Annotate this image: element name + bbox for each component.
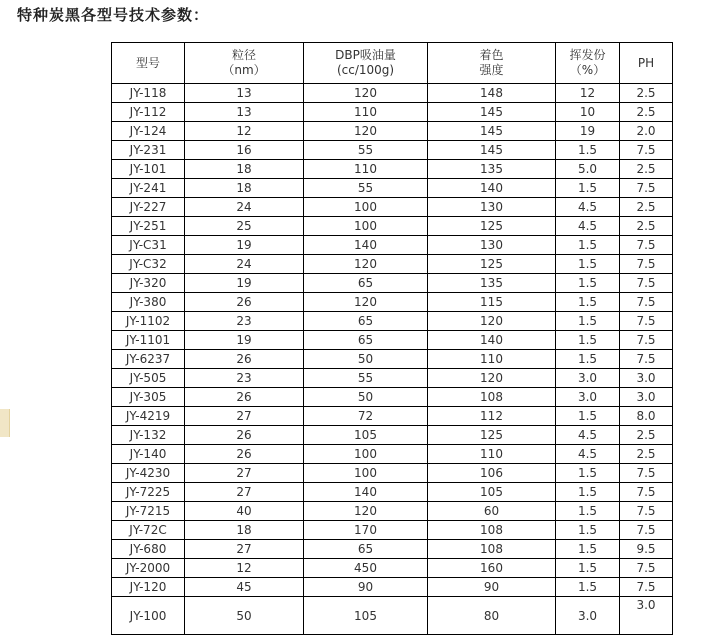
cell-model: JY-132 bbox=[112, 426, 185, 445]
cell-particle-size: 24 bbox=[185, 255, 304, 274]
cell-particle-size: 26 bbox=[185, 388, 304, 407]
table-row bbox=[112, 141, 673, 160]
cell-volatile: 1.5 bbox=[556, 274, 620, 293]
cell-tinting-strength: 145 bbox=[428, 103, 556, 122]
cell-ph: 7.5 bbox=[620, 141, 673, 160]
table-row bbox=[112, 597, 673, 635]
cell-dbp: 100 bbox=[304, 464, 428, 483]
table-row bbox=[112, 331, 673, 350]
cell-tinting-strength: 106 bbox=[428, 464, 556, 483]
cell-particle-size: 50 bbox=[185, 597, 304, 635]
cell-dbp: 65 bbox=[304, 331, 428, 350]
header-model bbox=[112, 43, 185, 84]
cell-volatile: 1.5 bbox=[556, 502, 620, 521]
cell-dbp: 105 bbox=[304, 426, 428, 445]
cell-volatile: 4.5 bbox=[556, 445, 620, 464]
header-line: 型号 bbox=[135, 55, 160, 70]
cell-model: JY-6237 bbox=[112, 350, 185, 369]
cell-ph: 3.0 bbox=[620, 388, 673, 407]
cell-tinting-strength: 80 bbox=[428, 597, 556, 635]
cell-model: JY-140 bbox=[112, 445, 185, 464]
cell-volatile: 1.5 bbox=[556, 350, 620, 369]
table-header-row bbox=[112, 43, 673, 84]
cell-particle-size: 25 bbox=[185, 217, 304, 236]
cell-particle-size: 27 bbox=[185, 483, 304, 502]
cell-dbp: 100 bbox=[304, 445, 428, 464]
cell-volatile: 19 bbox=[556, 122, 620, 141]
cell-tinting-strength: 60 bbox=[428, 502, 556, 521]
cell-tinting-strength: 125 bbox=[428, 255, 556, 274]
cell-dbp: 55 bbox=[304, 179, 428, 198]
cell-model: JY-C31 bbox=[112, 236, 185, 255]
cell-model: JY-241 bbox=[112, 179, 185, 198]
cell-model: JY-505 bbox=[112, 369, 185, 388]
table-row bbox=[112, 483, 673, 502]
cell-tinting-strength: 140 bbox=[428, 179, 556, 198]
header-line: PH bbox=[637, 55, 655, 70]
table-row bbox=[112, 445, 673, 464]
cell-dbp: 110 bbox=[304, 160, 428, 179]
cell-model: JY-380 bbox=[112, 293, 185, 312]
cell-volatile: 1.5 bbox=[556, 540, 620, 559]
cell-volatile: 3.0 bbox=[556, 597, 620, 635]
cell-ph: 7.5 bbox=[620, 179, 673, 198]
cell-model: JY-305 bbox=[112, 388, 185, 407]
cell-dbp: 100 bbox=[304, 217, 428, 236]
cell-ph: 2.5 bbox=[620, 426, 673, 445]
cell-tinting-strength: 130 bbox=[428, 236, 556, 255]
cell-model: JY-C32 bbox=[112, 255, 185, 274]
table-row bbox=[112, 369, 673, 388]
cell-model: JY-4230 bbox=[112, 464, 185, 483]
cell-dbp: 50 bbox=[304, 388, 428, 407]
cell-volatile: 1.5 bbox=[556, 293, 620, 312]
header-dbp-absorption bbox=[304, 43, 428, 84]
table-row bbox=[112, 84, 673, 103]
cell-ph: 2.5 bbox=[620, 217, 673, 236]
table-row bbox=[112, 255, 673, 274]
cell-volatile: 1.5 bbox=[556, 464, 620, 483]
cell-ph: 7.5 bbox=[620, 255, 673, 274]
cell-tinting-strength: 120 bbox=[428, 312, 556, 331]
cell-dbp: 140 bbox=[304, 236, 428, 255]
cell-volatile: 1.5 bbox=[556, 483, 620, 502]
cell-tinting-strength: 110 bbox=[428, 350, 556, 369]
table-row bbox=[112, 274, 673, 293]
cell-ph: 7.5 bbox=[620, 483, 673, 502]
cell-volatile: 4.5 bbox=[556, 426, 620, 445]
cell-dbp: 55 bbox=[304, 369, 428, 388]
cell-dbp: 140 bbox=[304, 483, 428, 502]
cell-particle-size: 27 bbox=[185, 407, 304, 426]
cell-particle-size: 13 bbox=[185, 103, 304, 122]
cell-dbp: 120 bbox=[304, 84, 428, 103]
cell-particle-size: 27 bbox=[185, 464, 304, 483]
cell-dbp: 50 bbox=[304, 350, 428, 369]
cell-volatile: 3.0 bbox=[556, 369, 620, 388]
cell-dbp: 100 bbox=[304, 198, 428, 217]
cell-model: JY-251 bbox=[112, 217, 185, 236]
cell-ph: 7.5 bbox=[620, 274, 673, 293]
cell-ph: 2.0 bbox=[620, 122, 673, 141]
cell-particle-size: 12 bbox=[185, 559, 304, 578]
table-row bbox=[112, 426, 673, 445]
cell-tinting-strength: 140 bbox=[428, 331, 556, 350]
table-row bbox=[112, 293, 673, 312]
header-volatile-content bbox=[556, 43, 620, 84]
cell-tinting-strength: 110 bbox=[428, 445, 556, 464]
cell-particle-size: 45 bbox=[185, 578, 304, 597]
cell-dbp: 55 bbox=[304, 141, 428, 160]
cell-volatile: 1.5 bbox=[556, 179, 620, 198]
cell-ph: 2.5 bbox=[620, 160, 673, 179]
cell-particle-size: 40 bbox=[185, 502, 304, 521]
table-row bbox=[112, 236, 673, 255]
cell-ph: 7.5 bbox=[620, 521, 673, 540]
table-row bbox=[112, 388, 673, 407]
cell-tinting-strength: 130 bbox=[428, 198, 556, 217]
table-row bbox=[112, 350, 673, 369]
cell-dbp: 65 bbox=[304, 312, 428, 331]
cell-ph: 3.0 bbox=[620, 597, 673, 635]
cell-ph: 7.5 bbox=[620, 350, 673, 369]
cell-dbp: 120 bbox=[304, 122, 428, 141]
cell-particle-size: 18 bbox=[185, 160, 304, 179]
cell-ph: 8.0 bbox=[620, 407, 673, 426]
cell-particle-size: 26 bbox=[185, 426, 304, 445]
cell-model: JY-2000 bbox=[112, 559, 185, 578]
cell-particle-size: 18 bbox=[185, 521, 304, 540]
cell-volatile: 5.0 bbox=[556, 160, 620, 179]
cell-volatile: 1.5 bbox=[556, 521, 620, 540]
table-row bbox=[112, 198, 673, 217]
cell-volatile: 1.5 bbox=[556, 407, 620, 426]
cell-tinting-strength: 135 bbox=[428, 160, 556, 179]
cell-volatile: 1.5 bbox=[556, 578, 620, 597]
table-row bbox=[112, 217, 673, 236]
cell-particle-size: 19 bbox=[185, 274, 304, 293]
cell-volatile: 3.0 bbox=[556, 388, 620, 407]
cell-ph: 7.5 bbox=[620, 293, 673, 312]
cell-particle-size: 19 bbox=[185, 236, 304, 255]
cell-particle-size: 24 bbox=[185, 198, 304, 217]
cell-tinting-strength: 108 bbox=[428, 388, 556, 407]
cell-tinting-strength: 90 bbox=[428, 578, 556, 597]
cell-model: JY-227 bbox=[112, 198, 185, 217]
cell-volatile: 1.5 bbox=[556, 559, 620, 578]
cell-ph: 3.0 bbox=[620, 369, 673, 388]
cell-model: JY-680 bbox=[112, 540, 185, 559]
cell-ph: 7.5 bbox=[620, 559, 673, 578]
cell-tinting-strength: 120 bbox=[428, 369, 556, 388]
cell-particle-size: 18 bbox=[185, 179, 304, 198]
header-line: (cc/100g) bbox=[336, 63, 395, 77]
cell-tinting-strength: 108 bbox=[428, 540, 556, 559]
header-line: （%） bbox=[569, 63, 606, 77]
cell-particle-size: 26 bbox=[185, 445, 304, 464]
cell-particle-size: 27 bbox=[185, 540, 304, 559]
cell-ph: 2.5 bbox=[620, 84, 673, 103]
cell-model: JY-72C bbox=[112, 521, 185, 540]
table-row bbox=[112, 502, 673, 521]
cell-tinting-strength: 125 bbox=[428, 217, 556, 236]
cell-tinting-strength: 108 bbox=[428, 521, 556, 540]
cell-ph: 9.5 bbox=[620, 540, 673, 559]
cell-volatile: 1.5 bbox=[556, 236, 620, 255]
header-ph bbox=[620, 43, 673, 84]
table-row bbox=[112, 179, 673, 198]
table-row bbox=[112, 103, 673, 122]
table-row bbox=[112, 464, 673, 483]
table-row bbox=[112, 540, 673, 559]
cell-dbp: 450 bbox=[304, 559, 428, 578]
cell-model: JY-1102 bbox=[112, 312, 185, 331]
cell-dbp: 65 bbox=[304, 540, 428, 559]
cell-model: JY-112 bbox=[112, 103, 185, 122]
cell-particle-size: 26 bbox=[185, 293, 304, 312]
cell-tinting-strength: 125 bbox=[428, 426, 556, 445]
cell-ph: 7.5 bbox=[620, 578, 673, 597]
cell-volatile: 1.5 bbox=[556, 141, 620, 160]
cell-particle-size: 26 bbox=[185, 350, 304, 369]
cell-dbp: 65 bbox=[304, 274, 428, 293]
table-row bbox=[112, 160, 673, 179]
cell-ph: 7.5 bbox=[620, 236, 673, 255]
cell-dbp: 120 bbox=[304, 293, 428, 312]
cell-particle-size: 13 bbox=[185, 84, 304, 103]
table-row bbox=[112, 521, 673, 540]
cell-particle-size: 23 bbox=[185, 369, 304, 388]
cell-dbp: 90 bbox=[304, 578, 428, 597]
header-particle-size bbox=[185, 43, 304, 84]
table-row bbox=[112, 407, 673, 426]
cell-particle-size: 16 bbox=[185, 141, 304, 160]
side-tab-marker bbox=[0, 409, 10, 437]
table-row bbox=[112, 559, 673, 578]
cell-particle-size: 23 bbox=[185, 312, 304, 331]
cell-volatile: 1.5 bbox=[556, 255, 620, 274]
cell-tinting-strength: 145 bbox=[428, 141, 556, 160]
cell-volatile: 12 bbox=[556, 84, 620, 103]
header-tinting-strength bbox=[428, 43, 556, 84]
cell-model: JY-100 bbox=[112, 597, 185, 635]
cell-model: JY-1101 bbox=[112, 331, 185, 350]
cell-ph: 7.5 bbox=[620, 464, 673, 483]
header-line: 强度 bbox=[479, 63, 504, 77]
cell-ph: 2.5 bbox=[620, 103, 673, 122]
table-row bbox=[112, 122, 673, 141]
cell-volatile: 1.5 bbox=[556, 312, 620, 331]
cell-model: JY-118 bbox=[112, 84, 185, 103]
page-title: 特种炭黑各型号技术参数： bbox=[17, 6, 210, 24]
cell-tinting-strength: 105 bbox=[428, 483, 556, 502]
header-line: 粒径 bbox=[231, 48, 256, 62]
cell-tinting-strength: 145 bbox=[428, 122, 556, 141]
cell-volatile: 4.5 bbox=[556, 198, 620, 217]
cell-particle-size: 19 bbox=[185, 331, 304, 350]
header-line: 挥发份 bbox=[569, 48, 606, 62]
cell-model: JY-7225 bbox=[112, 483, 185, 502]
cell-tinting-strength: 148 bbox=[428, 84, 556, 103]
cell-particle-size: 12 bbox=[185, 122, 304, 141]
cell-tinting-strength: 135 bbox=[428, 274, 556, 293]
cell-ph: 2.5 bbox=[620, 198, 673, 217]
cell-volatile: 10 bbox=[556, 103, 620, 122]
cell-model: JY-120 bbox=[112, 578, 185, 597]
cell-dbp: 170 bbox=[304, 521, 428, 540]
header-line: 着色 bbox=[479, 48, 504, 62]
cell-model: JY-320 bbox=[112, 274, 185, 293]
cell-tinting-strength: 112 bbox=[428, 407, 556, 426]
header-line: （nm） bbox=[222, 63, 266, 77]
cell-dbp: 120 bbox=[304, 255, 428, 274]
cell-model: JY-124 bbox=[112, 122, 185, 141]
cell-model: JY-4219 bbox=[112, 407, 185, 426]
cell-tinting-strength: 160 bbox=[428, 559, 556, 578]
cell-volatile: 1.5 bbox=[556, 331, 620, 350]
cell-dbp: 105 bbox=[304, 597, 428, 635]
carbon-black-spec-table bbox=[111, 42, 673, 635]
cell-ph: 7.5 bbox=[620, 502, 673, 521]
table-row bbox=[112, 312, 673, 331]
cell-dbp: 72 bbox=[304, 407, 428, 426]
cell-ph: 7.5 bbox=[620, 331, 673, 350]
cell-dbp: 110 bbox=[304, 103, 428, 122]
cell-dbp: 120 bbox=[304, 502, 428, 521]
cell-ph: 2.5 bbox=[620, 445, 673, 464]
cell-model: JY-231 bbox=[112, 141, 185, 160]
cell-tinting-strength: 115 bbox=[428, 293, 556, 312]
cell-model: JY-7215 bbox=[112, 502, 185, 521]
cell-model: JY-101 bbox=[112, 160, 185, 179]
table-row bbox=[112, 578, 673, 597]
header-line: DBP吸油量 bbox=[335, 48, 396, 62]
cell-volatile: 4.5 bbox=[556, 217, 620, 236]
cell-ph: 7.5 bbox=[620, 312, 673, 331]
